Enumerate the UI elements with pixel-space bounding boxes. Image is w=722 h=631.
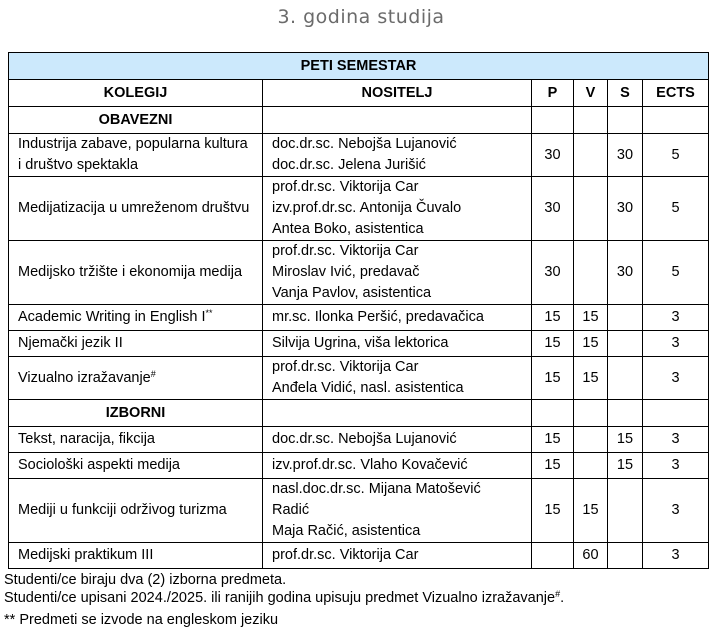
empty-cell — [263, 107, 532, 134]
course-name-text: Tekst, naracija, fikcija — [18, 431, 155, 447]
hours-ects: 3 — [643, 543, 709, 569]
hours-v: 15 — [574, 357, 608, 400]
table-row — [9, 453, 709, 479]
course-name-text: Medijatizacija u umreženom društvu — [18, 200, 250, 216]
hours-ects: 3 — [643, 427, 709, 453]
course-name-text: Sociološki aspekti medija — [18, 457, 180, 473]
hours-ects: 5 — [643, 177, 709, 241]
hours-p: 15 — [532, 331, 574, 357]
hours-s — [608, 479, 643, 543]
table-row — [9, 241, 709, 305]
empty-cell — [574, 107, 608, 134]
hours-v: 15 — [574, 331, 608, 357]
course-name-text: Medijski praktikum III — [18, 547, 154, 563]
hours-v: 60 — [574, 543, 608, 569]
column-header-ects: ECTS — [643, 80, 709, 107]
lecturer-name: prof.dr.sc. Viktorija Car — [272, 547, 419, 563]
course-name — [9, 134, 263, 177]
hours-s: 30 — [608, 134, 643, 177]
footnote-marker: # — [555, 589, 561, 599]
hours-p: 15 — [532, 357, 574, 400]
lecturer-name: doc.dr.sc. Nebojša Lujanović — [272, 431, 457, 447]
table-row — [9, 177, 709, 241]
table-body — [9, 107, 709, 569]
lecturer-name: Silvija Ugrina, viša lektorica — [272, 335, 449, 351]
hours-s: 15 — [608, 453, 643, 479]
hours-p: 30 — [532, 241, 574, 305]
hours-s — [608, 305, 643, 331]
course-name — [9, 479, 263, 543]
table-row — [9, 134, 709, 177]
hours-s — [608, 543, 643, 569]
hours-p: 15 — [532, 305, 574, 331]
lecturer-name: Miroslav Ivić, predavač — [272, 264, 420, 280]
hours-v — [574, 453, 608, 479]
hours-ects: 3 — [643, 453, 709, 479]
course-name-text: Mediji u funkciji održivog turizma — [18, 502, 227, 518]
course-name-text: Vizualno izražavanje — [18, 369, 151, 386]
lecturer-name: Anđela Vidić, nasl. asistentica — [272, 380, 464, 396]
empty-cell — [532, 107, 574, 134]
course-name — [9, 177, 263, 241]
hours-s: 30 — [608, 177, 643, 241]
course-name — [9, 331, 263, 357]
page-title: 3. godina studija — [277, 6, 445, 28]
lecturer-name: izv.prof.dr.sc. Vlaho Kovačević — [272, 457, 468, 473]
empty-cell — [643, 400, 709, 427]
footnote-suffix: . — [560, 590, 565, 606]
group-label: OBAVEZNI — [9, 107, 263, 134]
hours-p: 15 — [532, 479, 574, 543]
lecturers — [263, 134, 532, 177]
hours-s — [608, 331, 643, 357]
lecturers — [263, 331, 532, 357]
hours-v: 15 — [574, 305, 608, 331]
empty-cell — [643, 107, 709, 134]
hours-v — [574, 134, 608, 177]
column-header-p: P — [532, 80, 574, 107]
table-row — [9, 427, 709, 453]
table-row — [9, 479, 709, 543]
footnote-marker: # — [150, 368, 156, 379]
course-name-text: Medijsko tržište i ekonomija medija — [18, 264, 243, 280]
hours-s: 15 — [608, 427, 643, 453]
lecturers — [263, 453, 532, 479]
hours-v — [574, 177, 608, 241]
hours-ects: 3 — [643, 479, 709, 543]
lecturer-name: prof.dr.sc. Viktorija Car — [272, 243, 419, 259]
lecturer-name: mr.sc. Ilonka Peršić, predavačica — [272, 309, 484, 325]
column-header-nositelj: NOSITELJ — [263, 80, 532, 107]
hours-ects: 3 — [643, 357, 709, 400]
empty-cell — [574, 400, 608, 427]
group-row — [9, 107, 709, 134]
lecturers — [263, 427, 532, 453]
lecturers — [263, 177, 532, 241]
course-name — [9, 357, 263, 400]
column-header-s: S — [608, 80, 643, 107]
table-row — [9, 331, 709, 357]
lecturer-name: izv.prof.dr.sc. Antonija Čuvalo — [272, 200, 462, 216]
hours-p: 15 — [532, 427, 574, 453]
footnotes — [4, 571, 564, 629]
hours-p: 30 — [532, 134, 574, 177]
lecturer-name: prof.dr.sc. Viktorija Car — [272, 359, 419, 375]
footnote-text: Studenti/ce upisani 2024./2025. ili ranijih godina upisuju predmet Vizualno izražavanje — [4, 590, 556, 606]
curriculum-table — [8, 52, 709, 569]
table-row — [9, 357, 709, 400]
course-name-text: Njemački jezik II — [18, 335, 123, 351]
hours-ects: 3 — [643, 305, 709, 331]
lecturer-name: doc.dr.sc. Jelena Jurišić — [272, 157, 426, 173]
footnote-text: Studenti/ce biraju dva (2) izborna predmeta. — [4, 572, 287, 588]
lecturers — [263, 305, 532, 331]
lecturer-name: Antea Boko, asistentica — [272, 221, 424, 237]
empty-cell — [608, 107, 643, 134]
lecturers — [263, 241, 532, 305]
hours-ects: 5 — [643, 134, 709, 177]
footnote-text: ** Predmeti se izvode na engleskom jeziku — [4, 612, 279, 628]
column-header-kolegij: KOLEGIJ — [9, 80, 263, 107]
course-name-text: Academic Writing in English I — [18, 309, 206, 325]
footnote-enrollment — [4, 589, 564, 607]
hours-ects: 5 — [643, 241, 709, 305]
hours-ects: 3 — [643, 331, 709, 357]
empty-cell — [263, 400, 532, 427]
lecturers — [263, 543, 532, 569]
lecturer-name: prof.dr.sc. Viktorija Car — [272, 179, 419, 195]
hours-v — [574, 241, 608, 305]
group-row — [9, 400, 709, 427]
empty-cell — [532, 400, 574, 427]
footnote-english — [4, 611, 564, 629]
hours-v — [574, 427, 608, 453]
table-row — [9, 305, 709, 331]
group-label: IZBORNI — [9, 400, 263, 427]
lecturers — [263, 357, 532, 400]
lecturer-name: doc.dr.sc. Nebojša Lujanović — [272, 136, 457, 152]
course-name-text: Industrija zabave, popularna kultura i društvo spektakla — [18, 136, 248, 173]
column-header-row — [9, 80, 709, 107]
lecturers — [263, 479, 532, 543]
course-name — [9, 453, 263, 479]
hours-s: 30 — [608, 241, 643, 305]
hours-p — [532, 543, 574, 569]
table-row — [9, 543, 709, 569]
empty-cell — [608, 400, 643, 427]
hours-s — [608, 357, 643, 400]
lecturer-name: Maja Račić, asistentica — [272, 523, 421, 539]
footnote-elective-count — [4, 571, 564, 589]
semester-header: PETI SEMESTAR — [9, 53, 709, 80]
course-name — [9, 241, 263, 305]
hours-p: 15 — [532, 453, 574, 479]
course-name — [9, 305, 263, 331]
lecturer-name: nasl.doc.dr.sc. Mijana Matošević Radić — [272, 481, 481, 518]
hours-v: 15 — [574, 479, 608, 543]
lecturer-name: Vanja Pavlov, asistentica — [272, 285, 432, 301]
hours-p: 30 — [532, 177, 574, 241]
course-name — [9, 427, 263, 453]
column-header-v: V — [574, 80, 608, 107]
footnote-marker: ** — [205, 308, 213, 318]
course-name — [9, 543, 263, 569]
